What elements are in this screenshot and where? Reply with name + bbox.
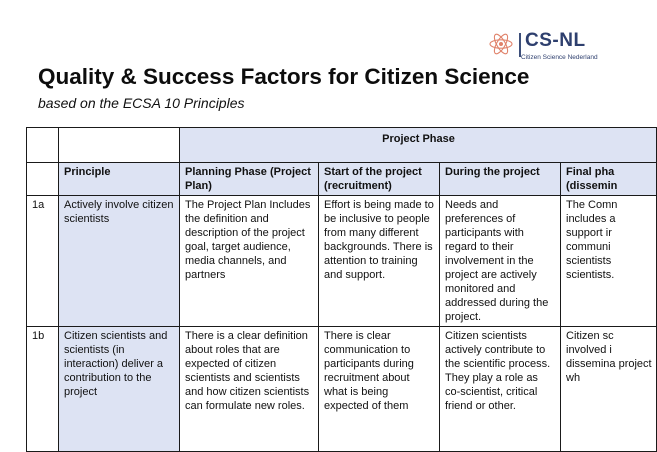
corner-cell — [27, 128, 59, 163]
quality-factors-table — [26, 127, 657, 452]
final-cell: The Comn includes a support ir communi scientists scientists. — [561, 196, 657, 327]
project-phase-header: Project Phase — [180, 128, 657, 163]
during-cell: Citizen scientists actively contribute to the scientific process. They play a role as co-scientist, critical friend or other. — [440, 327, 561, 452]
principle-column-header: Principle — [59, 163, 180, 196]
column-header-row — [27, 163, 657, 196]
principle-cell: Citizen scientists and scientists (in interaction) deliver a contribution to the project — [59, 327, 180, 452]
table-row — [27, 196, 657, 327]
row-id: 1a — [27, 196, 59, 327]
document-subtitle: based on the ECSA 10 Principles — [38, 95, 245, 111]
during-column-header: During the project — [440, 163, 561, 196]
planning-cell: The Project Plan Includes the definition and description of the project goal, target audience, media channels, and partners — [180, 196, 319, 327]
principle-spacer-cell — [59, 128, 180, 163]
atom-logo-icon — [488, 31, 514, 57]
logo-tagline: Citizen Science Nederland — [521, 54, 598, 61]
during-cell: Needs and preferences of participants with regard to their involvement in the project are actively monitored and addressed during the project. — [440, 196, 561, 327]
final-column-header: Final pha (dissemin — [561, 163, 657, 196]
principle-cell: Actively involve citizen scientists — [59, 196, 180, 327]
id-header-cell — [27, 163, 59, 196]
table-row — [27, 327, 657, 452]
cs-nl-logo — [488, 31, 612, 61]
row-id: 1b — [27, 327, 59, 452]
start-column-header: Start of the project (recruitment) — [319, 163, 440, 196]
start-cell: There is clear communication to participants during recruitment about what is being expected of them — [319, 327, 440, 452]
start-cell: Effort is being made to be inclusive to people from many different backgrounds. There is attention to training and support. — [319, 196, 440, 327]
planning-column-header: Planning Phase (Project Plan) — [180, 163, 319, 196]
final-cell: Citizen sc involved i dissemina project wh — [561, 327, 657, 452]
document-title: Quality & Success Factors for Citizen Science — [38, 64, 530, 89]
logo-title: CS-NL — [525, 30, 586, 51]
planning-cell: There is a clear definition about roles that are expected of citizen scientists and scientists and how citizen scientists can formulate new roles. — [180, 327, 319, 452]
phase-header-row — [27, 128, 657, 163]
